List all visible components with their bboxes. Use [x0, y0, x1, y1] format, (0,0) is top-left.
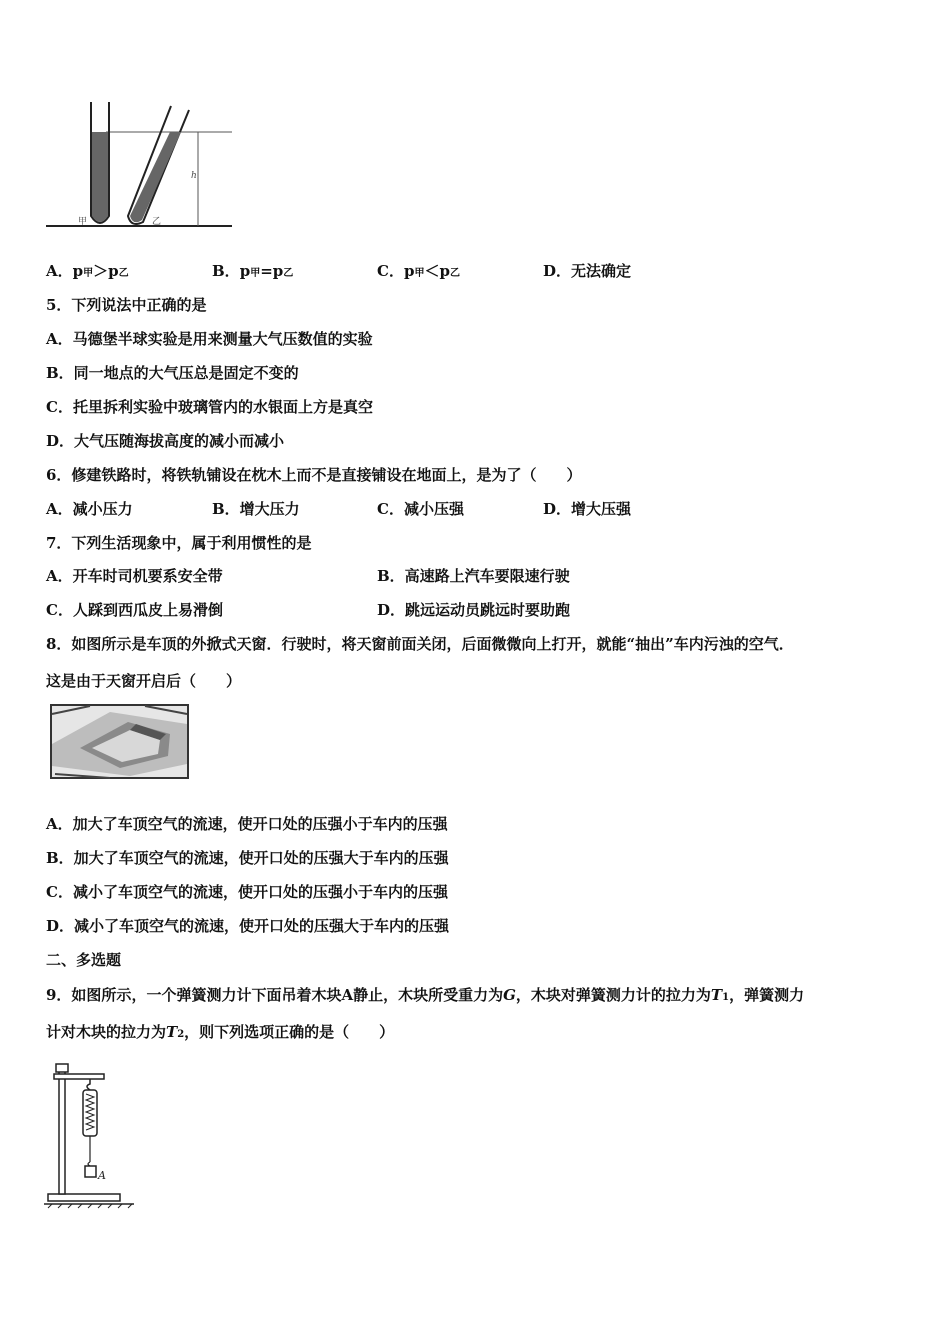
label-h: h: [191, 171, 197, 181]
q8-option-c[interactable]: C．减小了车顶空气的流速，使开口处的压强小于车内的压强: [46, 883, 448, 901]
q4-option-a[interactable]: A．p甲＞p乙: [46, 262, 129, 280]
q9-stem-line1: 9．如图所示，一个弹簧测力计下面吊着木块A静止，木块所受重力为G，木块对弹簧测力计的拉力为T1，弹簧测力: [46, 986, 805, 1004]
q6-option-b[interactable]: B．增大压力: [212, 500, 300, 518]
q8-stem-line1: 8．如图所示是车顶的外掀式天窗．行驶时，将天窗前面关闭，后面微微向上打开，就能“抽出”车内污浊的空气．: [46, 635, 794, 653]
q7-option-b[interactable]: B．高速路上汽车要限速行驶: [377, 567, 570, 585]
q7-option-c[interactable]: C．人踩到西瓜皮上易滑倒: [46, 601, 223, 619]
q7-option-d[interactable]: D．跳远运动员跳远时要助跑: [377, 601, 571, 619]
q8-option-a[interactable]: A．加大了车顶空气的流速，使开口处的压强小于车内的压强: [46, 815, 448, 833]
label-block-a: A: [98, 1169, 106, 1182]
section-heading: 二、多选题: [46, 951, 122, 969]
q6-stem: 6．修建铁路时，将铁轨铺设在枕木上而不是直接铺设在地面上，是为了（ ）: [46, 466, 582, 484]
q9-stem-line2: 计对木块的拉力为T2，则下列选项正确的是（ ）: [46, 1023, 395, 1041]
q5-option-c[interactable]: C．托里拆利实验中玻璃管内的水银面上方是真空: [46, 398, 373, 416]
q7-stem: 7．下列生活现象中，属于利用惯性的是: [46, 534, 312, 552]
car-sunroof-figure: [50, 704, 190, 780]
q8-stem-line2: 这是由于天窗开启后（ ）: [46, 672, 242, 690]
q6-option-a[interactable]: A．减小压力: [46, 500, 133, 518]
q4-option-b[interactable]: B．p甲=p乙: [212, 262, 294, 280]
q5-option-d[interactable]: D．大气压随海拔高度的减小而减小: [46, 432, 285, 450]
q4-option-c[interactable]: C．p甲＜p乙: [377, 262, 460, 280]
q6-option-d[interactable]: D．增大压强: [543, 500, 632, 518]
q6-option-c[interactable]: C．减小压强: [377, 500, 464, 518]
label-jia: 甲: [78, 217, 88, 227]
q8-option-d[interactable]: D．减小了车顶空气的流速，使开口处的压强大于车内的压强: [46, 917, 450, 935]
q5-option-b[interactable]: B．同一地点的大气压总是固定不变的: [46, 364, 299, 382]
tubes-figure: [46, 98, 236, 232]
q8-option-b[interactable]: B．加大了车顶空气的流速，使开口处的压强大于车内的压强: [46, 849, 449, 867]
label-yi: 乙: [152, 217, 162, 227]
q5-option-a[interactable]: A．马德堡半球实验是用来测量大气压数值的实验: [46, 330, 373, 348]
q5-stem: 5．下列说法中正确的是: [46, 296, 207, 314]
spring-scale-figure: [44, 1062, 136, 1210]
q7-option-a[interactable]: A．开车时司机要系安全带: [46, 567, 223, 585]
q4-option-d[interactable]: D．无法确定: [543, 262, 632, 280]
